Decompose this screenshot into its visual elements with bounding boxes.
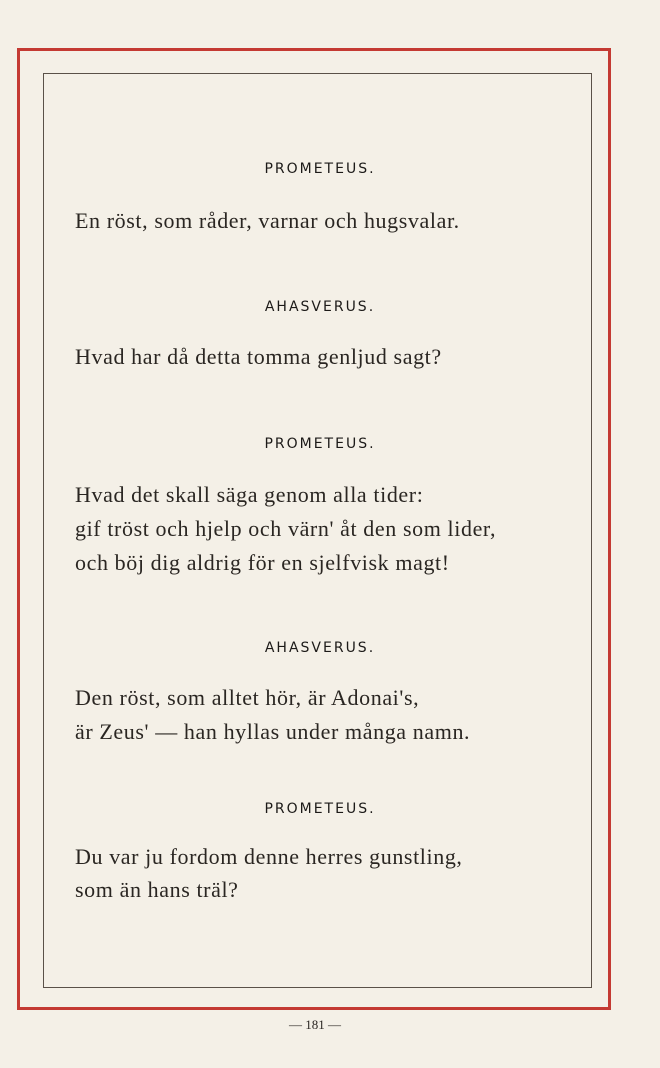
verse-line: En röst, som råder, varnar och hugsvalar. bbox=[75, 208, 460, 233]
verse-line: gif tröst och hjelp och värn' åt den som lider, bbox=[75, 516, 497, 541]
speaker-heading: PROMETEUS. bbox=[264, 161, 376, 177]
verse-line: Du var ju fordom denne herres gunstling, bbox=[75, 844, 463, 869]
verse-line: och böj dig aldrig för en sjelfvisk magt! bbox=[75, 550, 450, 575]
verse-line: är Zeus' — han hyllas under många namn. bbox=[75, 719, 471, 744]
verse-line: Hvad det skall säga genom alla tider: bbox=[75, 482, 424, 507]
page-number: — 181 — bbox=[289, 1017, 341, 1032]
speaker-heading: PROMETEUS. bbox=[264, 801, 376, 817]
speaker-heading: PROMETEUS. bbox=[264, 436, 376, 452]
verse-line: Den röst, som alltet hör, är Adonai's, bbox=[75, 685, 420, 710]
verse-line: Hvad har då detta tomma genljud sagt? bbox=[75, 344, 442, 369]
speaker-heading: AHASVERUS. bbox=[264, 640, 376, 656]
verse-line: som än hans träl? bbox=[75, 877, 239, 902]
speaker-heading: AHASVERUS. bbox=[264, 299, 376, 315]
